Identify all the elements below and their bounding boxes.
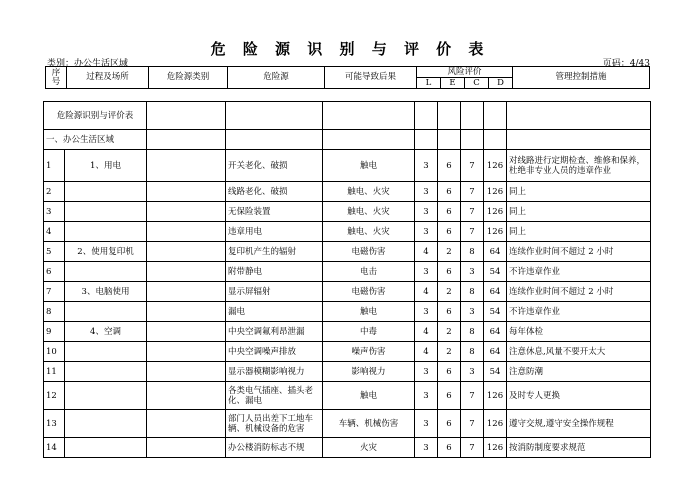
row-control: 对线路进行定期检查、维修和保养，杜绝非专业人员的违章作业 <box>507 150 651 182</box>
row-L: 4 <box>415 282 438 302</box>
row-D: 126 <box>484 150 507 182</box>
row-process <box>65 438 147 458</box>
table-row <box>44 202 651 222</box>
row-hazard: 线路老化、破损 <box>226 182 323 202</box>
row-consequence: 影响视力 <box>323 362 415 382</box>
row-D: 54 <box>484 302 507 322</box>
row-E: 6 <box>438 302 461 322</box>
page-title: 危 险 源 识 别 与 评 价 表 <box>210 40 490 58</box>
row-hazard-type <box>147 262 226 282</box>
row-C: 7 <box>461 438 484 458</box>
row-D: 64 <box>484 322 507 342</box>
header-C: C <box>465 78 489 89</box>
row-D: 126 <box>484 410 507 438</box>
row-process <box>65 202 147 222</box>
row-number: 10 <box>44 342 65 362</box>
row-number: 5 <box>44 242 65 262</box>
row-L: 3 <box>415 438 438 458</box>
row-hazard-type <box>147 222 226 242</box>
row-C: 7 <box>461 182 484 202</box>
row-consequence: 电磁伤害 <box>323 282 415 302</box>
row-control: 连续作业时间不超过 2 小时 <box>507 282 651 302</box>
section-label: 一、办公生活区域 <box>44 130 147 150</box>
row-L: 3 <box>415 262 438 282</box>
row-process <box>65 182 147 202</box>
row-E: 6 <box>438 150 461 182</box>
table-row <box>44 342 651 362</box>
row-process: 1、用电 <box>65 150 147 182</box>
table-title: 危险源识别与评价表 <box>44 102 147 130</box>
row-number: 8 <box>44 302 65 322</box>
row-D: 54 <box>484 262 507 282</box>
row-D: 126 <box>484 438 507 458</box>
row-number: 2 <box>44 182 65 202</box>
row-number: 7 <box>44 282 65 302</box>
row-E: 6 <box>438 262 461 282</box>
row-C: 8 <box>461 322 484 342</box>
row-hazard: 办公楼消防标志不规 <box>226 438 323 458</box>
row-control: 同上 <box>507 222 651 242</box>
row-consequence: 中毒 <box>323 322 415 342</box>
row-D: 64 <box>484 242 507 262</box>
row-control: 同上 <box>507 182 651 202</box>
row-C: 3 <box>461 262 484 282</box>
row-control: 注意休息,风量不要开太大 <box>507 342 651 362</box>
row-hazard-type <box>147 342 226 362</box>
row-process <box>65 262 147 282</box>
header-seq: 序号 <box>46 67 67 89</box>
row-number: 9 <box>44 322 65 342</box>
row-hazard: 中央空调噪声排放 <box>226 342 323 362</box>
row-consequence: 触电、火灾 <box>323 222 415 242</box>
header-L: L <box>417 78 441 89</box>
row-hazard: 各类电气插座、插头老化、漏电 <box>226 382 323 410</box>
table-row <box>44 362 651 382</box>
table-row <box>44 150 651 182</box>
row-consequence: 触电、火灾 <box>323 182 415 202</box>
row-hazard: 无保险装置 <box>226 202 323 222</box>
row-process <box>65 222 147 242</box>
row-number: 11 <box>44 362 65 382</box>
row-D: 126 <box>484 182 507 202</box>
row-hazard: 附带静电 <box>226 262 323 282</box>
row-C: 7 <box>461 222 484 242</box>
header-consequence: 可能导致后果 <box>325 67 417 89</box>
row-process <box>65 410 147 438</box>
row-process: 4、空调 <box>65 322 147 342</box>
row-E: 2 <box>438 282 461 302</box>
row-consequence: 电击 <box>323 262 415 282</box>
row-E: 6 <box>438 382 461 410</box>
row-control: 注意防潮 <box>507 362 651 382</box>
header-hazard: 危险源 <box>228 67 325 89</box>
hazard-table <box>43 101 651 458</box>
header-hazard-type: 危险源类别 <box>149 67 228 89</box>
row-hazard-type <box>147 362 226 382</box>
header-table <box>45 66 650 89</box>
row-E: 6 <box>438 410 461 438</box>
row-L: 3 <box>415 410 438 438</box>
table-row <box>44 322 651 342</box>
row-consequence: 车辆、机械伤害 <box>323 410 415 438</box>
row-D: 126 <box>484 222 507 242</box>
row-control: 不许违章作业 <box>507 302 651 322</box>
row-control: 及时专人更换 <box>507 382 651 410</box>
row-hazard: 复印机产生的辐射 <box>226 242 323 262</box>
row-hazard: 违章用电 <box>226 222 323 242</box>
row-number: 14 <box>44 438 65 458</box>
row-process <box>65 302 147 322</box>
row-E: 6 <box>438 182 461 202</box>
table-row <box>44 302 651 322</box>
row-L: 3 <box>415 202 438 222</box>
row-hazard-type <box>147 282 226 302</box>
row-D: 54 <box>484 362 507 382</box>
row-hazard: 中央空调氟利昂泄漏 <box>226 322 323 342</box>
row-L: 3 <box>415 182 438 202</box>
table-row <box>44 242 651 262</box>
row-consequence: 火灾 <box>323 438 415 458</box>
row-control: 每年体检 <box>507 322 651 342</box>
row-consequence: 触电 <box>323 150 415 182</box>
row-number: 13 <box>44 410 65 438</box>
row-D: 126 <box>484 202 507 222</box>
row-process <box>65 362 147 382</box>
row-hazard-type <box>147 182 226 202</box>
row-L: 3 <box>415 382 438 410</box>
row-L: 4 <box>415 242 438 262</box>
row-consequence: 噪声伤害 <box>323 342 415 362</box>
row-hazard: 开关老化、破损 <box>226 150 323 182</box>
header-process: 过程及场所 <box>67 67 149 89</box>
row-number: 3 <box>44 202 65 222</box>
row-consequence: 触电、火灾 <box>323 202 415 222</box>
row-process <box>65 342 147 362</box>
row-hazard-type <box>147 302 226 322</box>
row-hazard-type <box>147 202 226 222</box>
row-C: 7 <box>461 382 484 410</box>
row-C: 8 <box>461 282 484 302</box>
row-hazard: 显示屏辐射 <box>226 282 323 302</box>
row-hazard-type <box>147 322 226 342</box>
row-hazard-type <box>147 150 226 182</box>
row-hazard: 显示器模糊影响视力 <box>226 362 323 382</box>
row-control: 连续作业时间不超过 2 小时 <box>507 242 651 262</box>
table-row <box>44 410 651 438</box>
table-row <box>44 222 651 242</box>
row-hazard-type <box>147 410 226 438</box>
row-E: 6 <box>438 222 461 242</box>
row-hazard-type <box>147 382 226 410</box>
row-C: 8 <box>461 342 484 362</box>
row-number: 4 <box>44 222 65 242</box>
row-E: 2 <box>438 342 461 362</box>
row-process: 2、使用复印机 <box>65 242 147 262</box>
row-C: 7 <box>461 150 484 182</box>
row-process <box>65 382 147 410</box>
row-E: 2 <box>438 242 461 262</box>
row-C: 3 <box>461 302 484 322</box>
row-hazard: 部门人员出差下工地车辆、机械设备的危害 <box>226 410 323 438</box>
row-control: 不许违章作业 <box>507 262 651 282</box>
row-L: 3 <box>415 302 438 322</box>
category-label: 类别：办公生活区域 <box>47 59 129 69</box>
row-E: 6 <box>438 438 461 458</box>
header-risk: 风险评价 <box>417 67 513 78</box>
row-E: 2 <box>438 322 461 342</box>
row-consequence: 触电 <box>323 382 415 410</box>
row-L: 4 <box>415 342 438 362</box>
row-consequence: 电磁伤害 <box>323 242 415 262</box>
row-control: 同上 <box>507 202 651 222</box>
row-number: 12 <box>44 382 65 410</box>
row-C: 8 <box>461 242 484 262</box>
table-row <box>44 438 651 458</box>
row-hazard: 漏电 <box>226 302 323 322</box>
row-C: 7 <box>461 410 484 438</box>
row-process: 3、电脑使用 <box>65 282 147 302</box>
row-C: 3 <box>461 362 484 382</box>
row-D: 126 <box>484 382 507 410</box>
row-L: 3 <box>415 222 438 242</box>
row-C: 7 <box>461 202 484 222</box>
row-hazard-type <box>147 242 226 262</box>
header-D: D <box>489 78 513 89</box>
header-E: E <box>441 78 465 89</box>
row-number: 6 <box>44 262 65 282</box>
row-D: 64 <box>484 342 507 362</box>
table-row <box>44 382 651 410</box>
row-L: 3 <box>415 362 438 382</box>
row-L: 4 <box>415 322 438 342</box>
row-E: 6 <box>438 362 461 382</box>
row-consequence: 触电 <box>323 302 415 322</box>
row-number: 1 <box>44 150 65 182</box>
table-row <box>44 262 651 282</box>
page-number: 页码：4/43 <box>602 59 650 69</box>
row-D: 64 <box>484 282 507 302</box>
table-row <box>44 282 651 302</box>
table-row <box>44 182 651 202</box>
row-control: 遵守交规,遵守安全操作规程 <box>507 410 651 438</box>
row-E: 6 <box>438 202 461 222</box>
row-hazard-type <box>147 438 226 458</box>
header-control: 管理控制措施 <box>513 67 650 89</box>
row-control: 按消防制度要求规范 <box>507 438 651 458</box>
row-L: 3 <box>415 150 438 182</box>
